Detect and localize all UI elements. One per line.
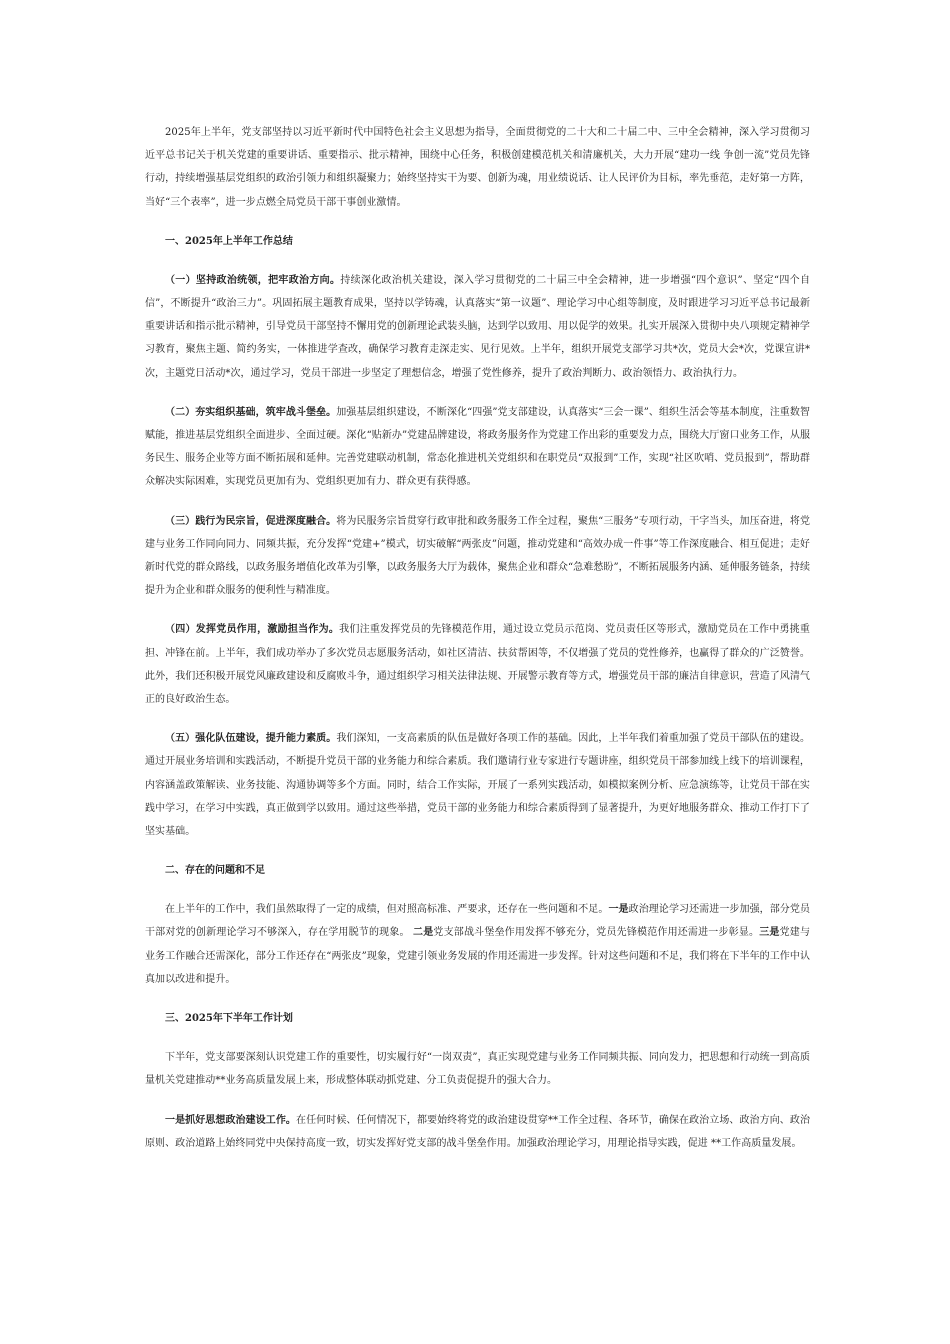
section-3-paragraph-2 xyxy=(145,1109,810,1155)
section-1-item-5 xyxy=(145,727,810,843)
plan-lead: 一是抓好思想政治建设工作。 xyxy=(165,1114,297,1126)
item-lead: （三）践行为民宗旨，促进深度融合。 xyxy=(165,515,337,527)
plan-text: 在任何时候、任何情况下，都要始终将党的政治建设贯穿**工作全过程、各环节，确保在政治立场、政治方向、政治原则、政治道路上始终同党中央保持高度一致，切实发挥好党支部的战斗堡垒作用。加强政治理论学习，用理论指导实践，促进 **工作高质量发展。 xyxy=(145,1114,810,1149)
item-text: 持续深化政治机关建设，深入学习贯彻党的二十届三中全会精神，进一步增强“四个意识”、坚定“四个自信”，不断提升“政治三力”。巩固拓展主题教育成果，坚持以学铸魂，认真落实“第一议题”、理论学习中心组等制度，及时跟进学习习近平总书记最新重要讲话和指示批示精神，引导党员干部坚持不懈用党的创新理论武装头脑，达到学以致用、用以促学的效果。扎实开展深入贯彻中央八项规定精神学习教育，聚焦主题、简约务实，一体推进学查改，确保学习教育走深走实、见行见效。上半年，组织开展党支部学习共*次，党员大会*次，党课宣讲*次，主题党日活动*次，通过学习，党员干部进一步坚定了理想信念，增强了党性修养，提升了政治判断力、政治领悟力、政治执行力。 xyxy=(145,274,810,379)
problems-text-4: 党建与业务工作融合还需深化，部分工作还存在“两张皮”现象，党建引领业务发展的作用还需进一步发挥。针对这些问题和不足，我们将在下半年的工作中认真加以改进和提升。 xyxy=(145,927,810,985)
section-1-item-1 xyxy=(145,269,810,385)
item-text: 我们深知，一支高素质的队伍是做好各项工作的基础。因此，上半年我们着重加强了党员干部队伍的建设。通过开展业务培训和实践活动，不断提升党员干部的业务能力和综合素质。我们邀请行业专家进行专题讲座，组织党员干部参加线上线下的培训课程，内容涵盖政策解读、业务技能、沟通协调等多个方面。同时，结合工作实际，开展了一系列实践活动，如模拟案例分析、应急演练等，让党员干部在实践中学习，在学习中实践，真正做到学以致用。通过这些举措，党员干部的业务能力和综合素质得到了显著提升，为更好地服务群众、推动工作打下了坚实基础。 xyxy=(145,733,810,838)
problems-text-1: 在上半年的工作中，我们虽然取得了一定的成绩，但对照高标准、严要求，还存在一些问题和不足。 xyxy=(165,904,609,916)
section-3-heading: 三、2025年下半年工作计划 xyxy=(165,1013,293,1025)
section-1-item-3 xyxy=(145,510,810,603)
section-2-heading: 二、存在的问题和不足 xyxy=(165,865,265,877)
problems-text-2: 政治理论学习还需进一步加强，部分党员干部对党的创新理论学习不够深入，存在学用脱节的现象。 xyxy=(145,904,811,939)
intro-paragraph: 2025年上半年，党支部坚持以习近平新时代中国特色社会主义思想为指导，全面贯彻党的二十大和二十届二中、三中全会精神，深入学习贯彻习近平总书记关于机关党建的重要讲话、重要指示、批示精神，围绕中心任务，积极创建模范机关和清廉机关，大力开展“建功一线 争创一流”党员先锋行动，持续增强基层党组织的政治引领力和组织凝聚力；始终坚持实干为要、创新为魂，用业绩说话、让人民评价为目标，率先垂范，走好第一方阵，当好“三个表率”，进一步点燃全局党员干部干事创业激情。 xyxy=(145,127,810,208)
section-3-paragraph-1: 下半年，党支部要深刻认识党建工作的重要性，切实履行好“一岗双责”，真正实现党建与业务工作同频共振、同向发力，把思想和行动统一到高质量机关党建推动**业务高质量发展上来，形成整体联动抓党建、分工负责促提升的强大合力。 xyxy=(145,1052,810,1087)
section-1-heading: 一、2025年上半年工作总结 xyxy=(165,235,293,247)
section-1-item-2 xyxy=(145,401,810,494)
problem-marker-1: 一是 xyxy=(608,904,629,916)
item-text: 将为民服务宗旨贯穿行政审批和政务服务工作全过程，聚焦“三服务”专项行动，干字当头，加压奋进，将党建与业务工作同向同力、同频共振，充分发挥“党建+”模式，切实破解“两张皮”问题，推动党建和“高效办成一件事”等工作深度融合、相互促进；走好新时代党的群众路线，以政务服务增值化改革为引擎，以政务服务大厅为载体，聚焦企业和群众“急难愁盼”，不断拓展服务内涵、延伸服务链条，持续提升为企业和群众服务的便利性与精准度。 xyxy=(145,515,811,597)
item-lead: （四）发挥党员作用，激励担当作为。 xyxy=(165,624,340,636)
section-1-item-4 xyxy=(145,618,810,711)
item-lead: （五）强化队伍建设，提升能力素质。 xyxy=(165,733,337,745)
item-lead: （二）夯实组织基础，筑牢战斗堡垒。 xyxy=(165,406,337,418)
item-text: 加强基层组织建设，不断深化“四强”党支部建设，认真落实“三会一课”、组织生活会等基本制度，注重数智赋能，推进基层党组织全面进步、全面过硬。深化“贴新办”党建品牌建设，将政务服务作为党建工作出彩的重要发力点，围绕大厅窗口业务工作，从服务民生、服务企业等方面不断拓展和延伸。完善党建联动机制，常态化推进机关党组织和在职党员“双报到”工作，实现“社区吹哨、党员报到”，帮助群众解决实际困难，实现党员更加有为、党组织更加有力、群众更有获得感。 xyxy=(145,406,810,488)
problem-marker-2: 二是 xyxy=(413,927,434,939)
item-lead: （一）坚持政治统领，把牢政治方向。 xyxy=(165,274,341,286)
section-2-paragraph xyxy=(145,898,810,991)
problem-marker-3: 三是 xyxy=(759,927,780,939)
item-text: 我们注重发挥党员的先锋模范作用，通过设立党员示范岗、党员责任区等形式，激励党员在工作中勇挑重担、冲锋在前。上半年，我们成功举办了多次党员志愿服务活动，如社区清洁、扶贫帮困等，不仅增强了党员的党性修养，也赢得了群众的广泛赞誉。此外，我们还积极开展党风廉政建设和反腐败斗争，通过组织学习相关法律法规、开展警示教育等方式，增强党员干部的廉洁自律意识，营造了风清气正的良好政治生态。 xyxy=(145,624,810,706)
problems-text-3: 党支部战斗堡垒作用发挥不够充分，党员先锋模范作用还需进一步彰显。 xyxy=(433,927,760,939)
document-page xyxy=(145,121,810,1171)
